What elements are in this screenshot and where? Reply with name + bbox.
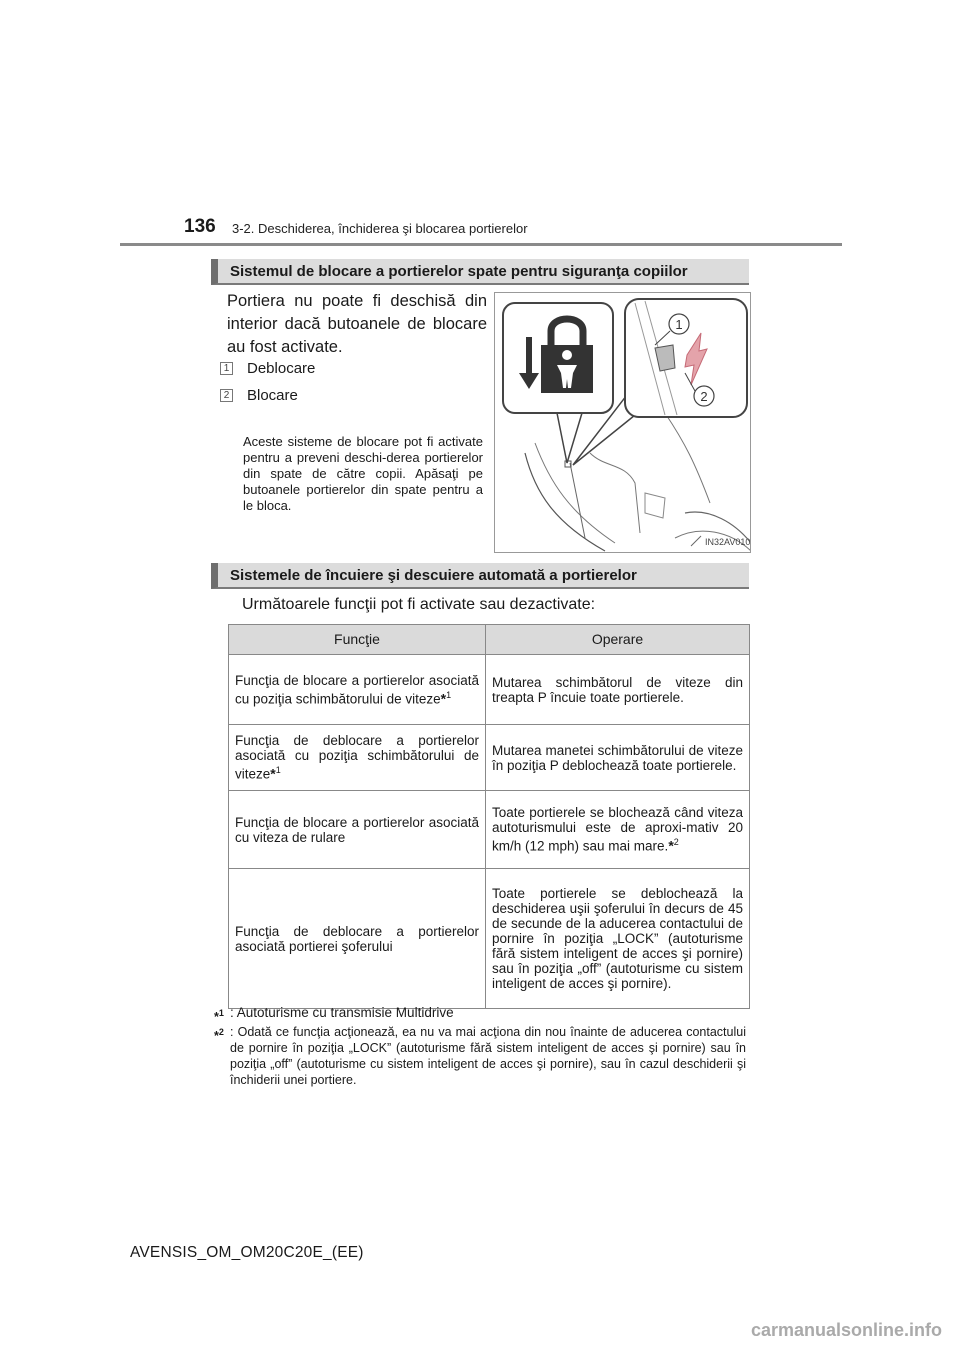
operation-text: Toate portierele se blochează când viteza autoturismului este de aproxi-mativ 20 km/h (12 mph) sau mai mare.: [492, 805, 743, 854]
ref-badge-2: 2: [220, 389, 233, 402]
section-title-auto-lock: Sistemele de încuiere şi descuiere automată a portierelor: [211, 563, 749, 589]
ref-label-unlock: Deblocare: [247, 360, 316, 377]
row-function: [229, 655, 486, 725]
footnote-ref: 2: [673, 837, 679, 848]
table-row: [229, 725, 750, 791]
row-function: [229, 791, 486, 869]
footnote-ref: 1: [446, 689, 452, 700]
section-path: 3-2. Deschiderea, închiderea şi blocarea portierelor: [232, 221, 528, 236]
ref-item-lock: [220, 387, 298, 404]
asterisk: *: [668, 837, 674, 854]
header-function: Funcţie: [229, 625, 486, 655]
function-text: Funcţia de blocare a portierelor asociată cu viteza de rulare: [235, 814, 479, 845]
asterisk: *: [270, 765, 276, 782]
intro-text: [227, 290, 487, 359]
footnote-2-text: : Odată ce funcţia acţionează, ea nu va mai acţiona din nou înainte de aducerea contactului de pornire în poziţia „LOCK” (autoturisme fără sistem inteligent de acces şi pornire) sau în poziţia „off” (autoturisme cu sistem inteligent de acces şi pornire), sau în cazul deschiderii şi închiderii unei portiere.: [230, 1025, 746, 1087]
ref-label-lock: Blocare: [247, 387, 298, 404]
ref-badge-1: 1: [220, 362, 233, 375]
operation-text: Toate portierele se deblochează la deschiderea uşii şoferului în decurs de 45 de secunde de la aducerea contactului de pornire în poziţia „LOCK” (autoturisme fără sistem inteligent de acces şi pornire) sau în poziţia „off” (autoturisme cu sistem inteligent de acces şi pornire).: [492, 886, 743, 991]
operation-text: Mutarea schimbătorul de viteze din treapta P încuie toate portierele.: [492, 674, 743, 705]
function-text: Funcţia de deblocare a portierelor asociată portierei şoferului: [235, 923, 479, 954]
figure-code: IN32AV010: [705, 537, 751, 547]
section-title-child-lock: Sistemul de blocare a portierelor spate pentru siguranţa copiilor: [211, 259, 749, 285]
row-operation: [486, 655, 750, 725]
ref-item-unlock: [220, 360, 315, 377]
child-lock-illustration: [495, 293, 751, 553]
table-row: [229, 655, 750, 725]
table-header-row: [229, 625, 750, 655]
row-operation: [486, 869, 750, 1009]
intro-paragraph: Portiera nu poate fi deschisă din interior dacă butoanele de blocare au fost activate.: [227, 292, 487, 356]
table-row: [229, 869, 750, 1009]
header-rule: [120, 243, 842, 246]
table-row: [229, 791, 750, 869]
note-text: Aceste sisteme de blocare pot fi activate pentru a preveni deschi-derea portierelor din spate de către copii. Apăsaţi pe butoanele portierelor din spate pentru a le bloca.: [243, 434, 483, 513]
watermark: carmanualsonline.info: [750, 1320, 942, 1340]
footnote-ref: 1: [275, 765, 281, 776]
footnote-1-text: : Autoturisme cu transmisie Multidrive: [230, 1005, 454, 1020]
asterisk: *: [440, 690, 447, 707]
row-function: [229, 869, 486, 1009]
row-function: [229, 725, 486, 791]
operation-text: Mutarea manetei schimbătorului de viteze în poziţia P deblochează toate portierele.: [492, 742, 743, 773]
page-number: 136: [184, 216, 216, 237]
lead-text: Următoarele funcţii pot fi activate sau dezactivate:: [242, 596, 596, 613]
footnote-1-mark: *$^1$: [214, 1008, 224, 1025]
function-text: Funcţia de blocare a portierelor asociată cu poziţia schimbătorului de viteze: [235, 672, 479, 707]
child-lock-figure: [494, 292, 751, 553]
header-operation: Operare: [486, 625, 750, 655]
function-text: Funcţia de deblocare a portierelor asociată cu poziţia schimbătorului de viteze: [235, 733, 479, 782]
footnote-2-mark: *$^2$: [214, 1027, 224, 1044]
footnote-1: [214, 1005, 754, 1025]
document-code: AVENSIS_OM_OM20C20E_(EE): [130, 1244, 364, 1261]
functions-table: [228, 624, 750, 1009]
row-operation: [486, 791, 750, 869]
callout-2-label: 2: [700, 389, 708, 404]
footnote-2: [214, 1024, 746, 1088]
callout-1-label: 1: [675, 317, 683, 332]
row-operation: [486, 725, 750, 791]
